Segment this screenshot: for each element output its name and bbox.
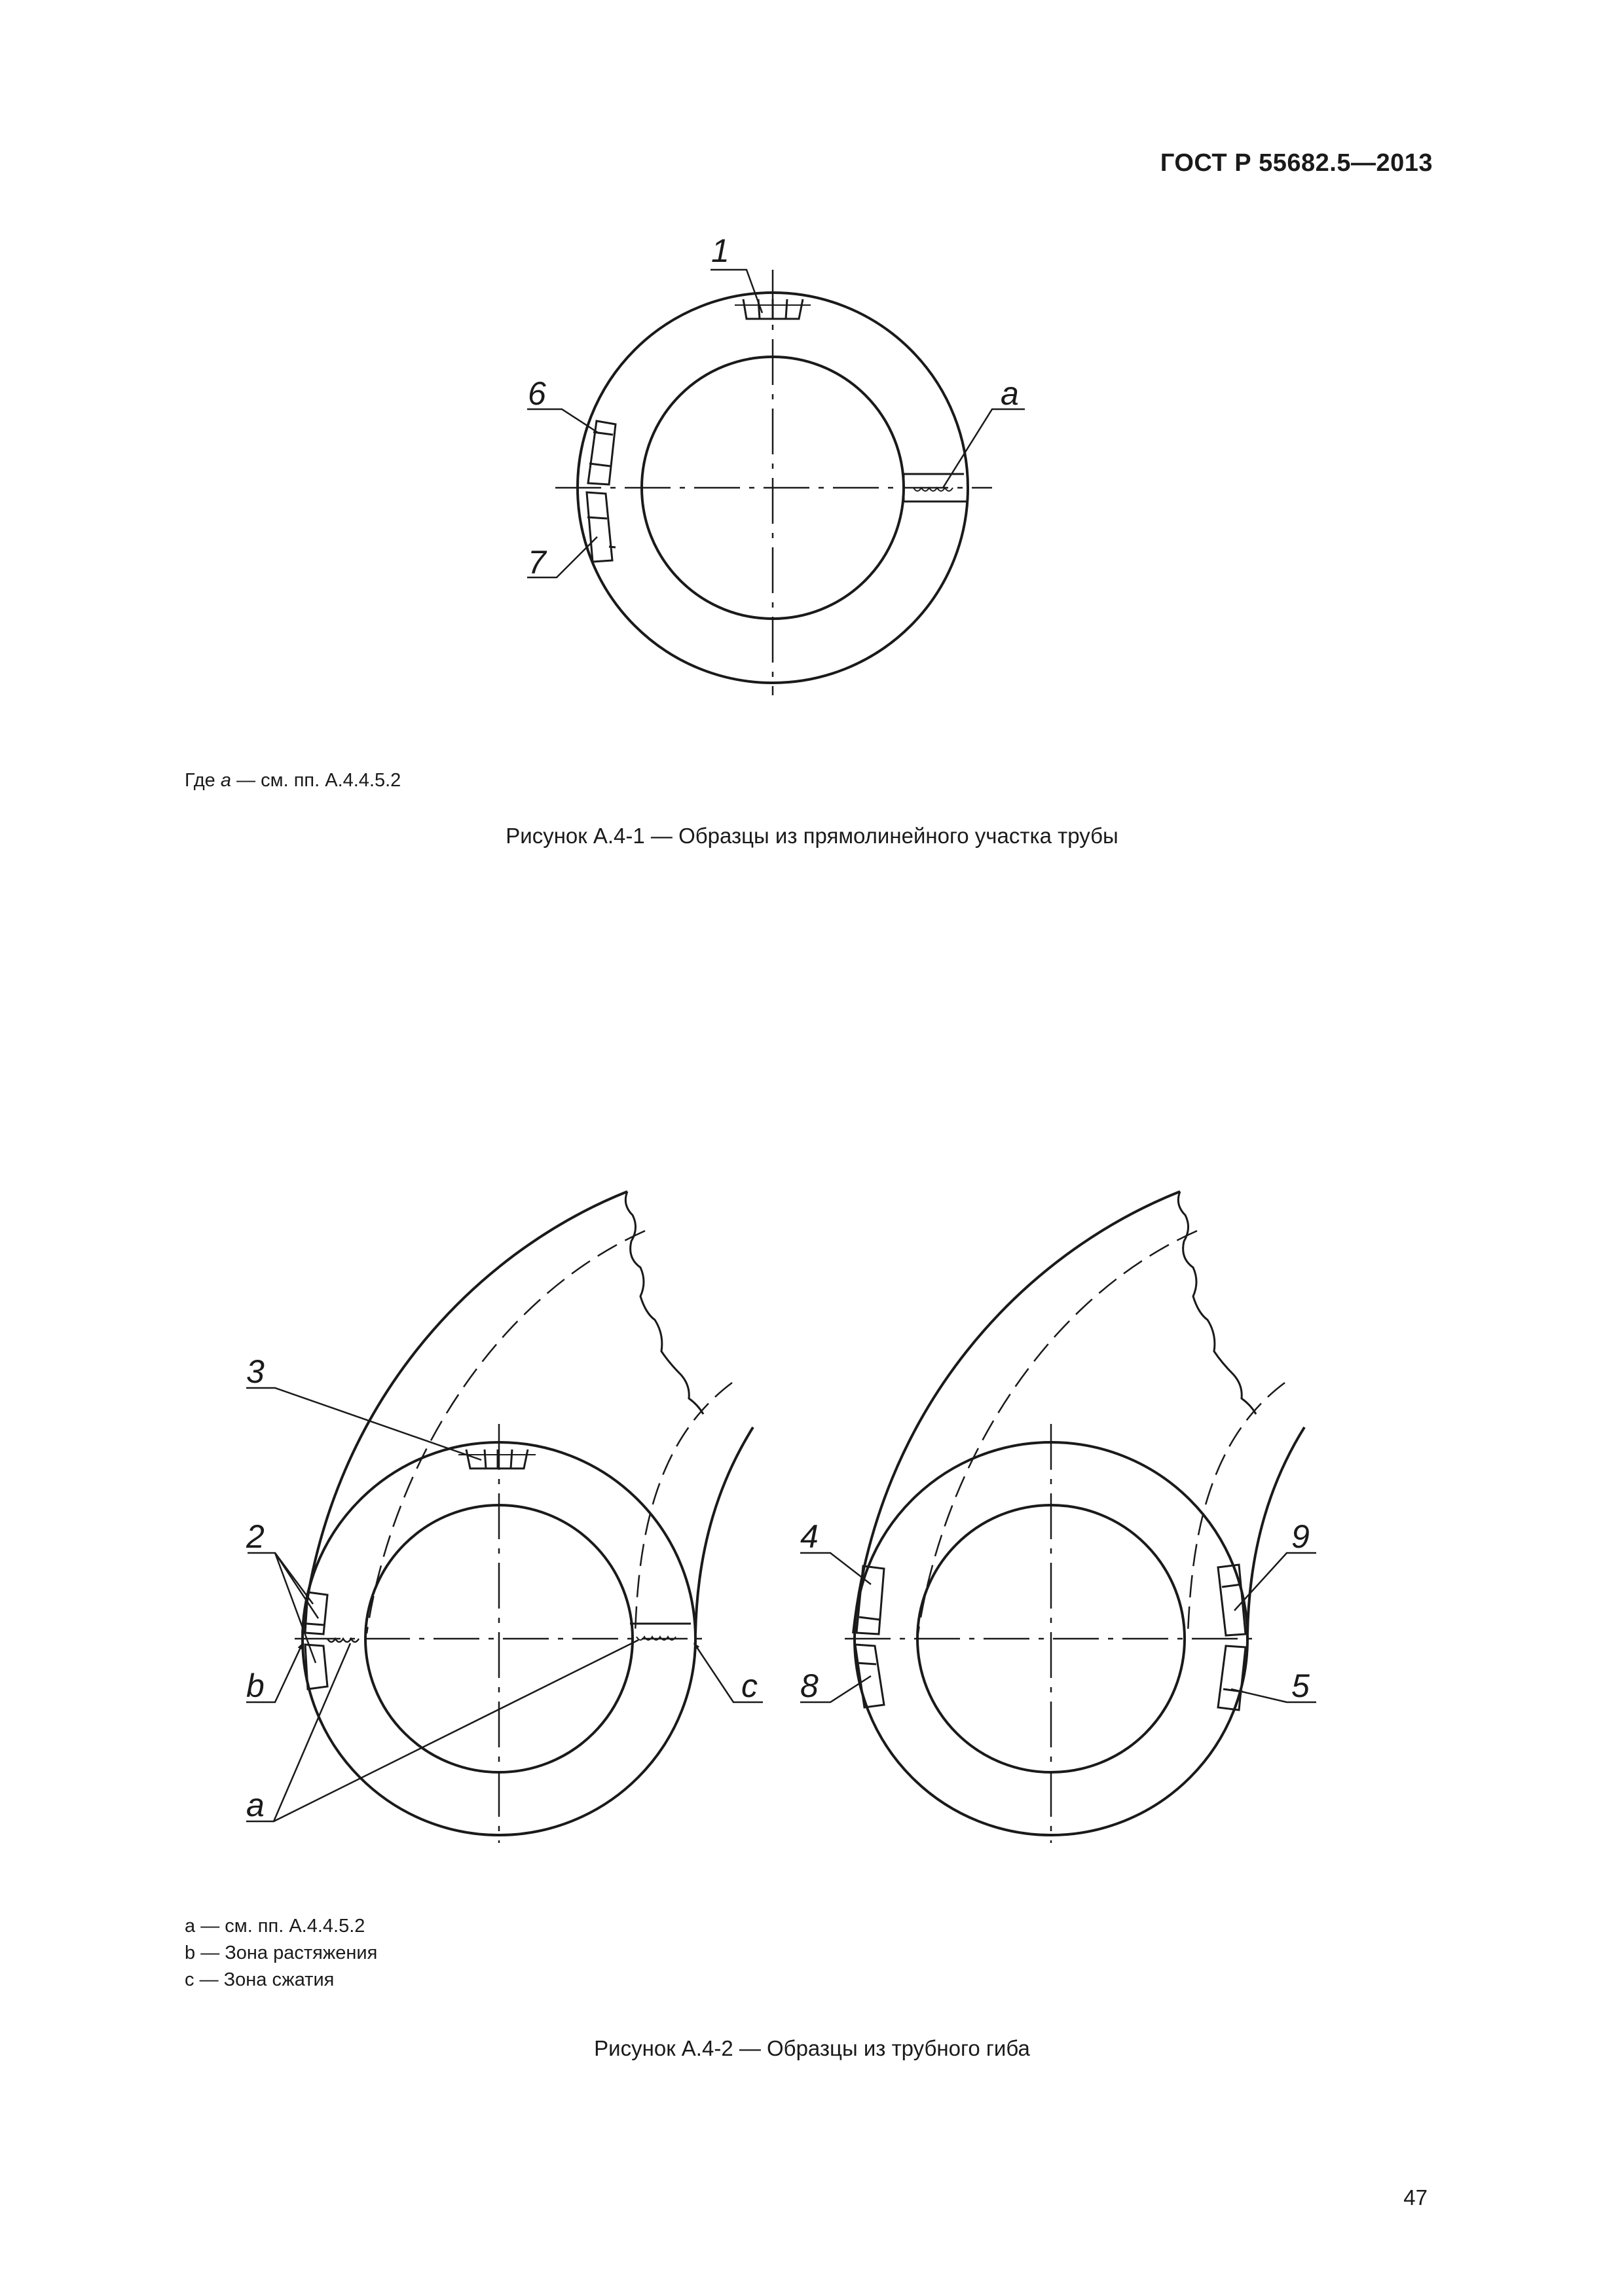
figure-2-right-bend bbox=[800, 1192, 1316, 1843]
document-code: ГОСТ Р 55682.5—2013 bbox=[1160, 149, 1433, 177]
note-variable: a bbox=[220, 770, 232, 791]
legend-item-c bbox=[185, 1967, 377, 1994]
label-9: 9 bbox=[1291, 1518, 1310, 1555]
legend-key: b bbox=[185, 1942, 196, 1963]
specimen-5 bbox=[1218, 1646, 1246, 1710]
specimen-2 bbox=[305, 1592, 327, 1689]
bend-outer-arc bbox=[853, 1192, 1180, 1633]
bend-inner-arc bbox=[695, 1427, 753, 1633]
figure-2-left-bend bbox=[246, 1192, 763, 1843]
label-a: a bbox=[1001, 375, 1019, 412]
label-1: 1 bbox=[711, 232, 729, 269]
specimen-6 bbox=[588, 421, 616, 484]
leader-lines bbox=[527, 270, 1025, 577]
label-8: 8 bbox=[800, 1667, 819, 1704]
legend-text: — см. пп. А.4.4.5.2 bbox=[200, 1916, 365, 1937]
legend-text: — Зона сжатия bbox=[199, 1969, 335, 1990]
specimen-1 bbox=[735, 299, 811, 319]
label-7: 7 bbox=[528, 544, 546, 581]
legend-key: a bbox=[185, 1916, 196, 1937]
legend-text: — Зона растяжения bbox=[200, 1942, 378, 1963]
label-4: 4 bbox=[800, 1518, 819, 1555]
figure-1-caption: Рисунок А.4-1 — Образцы из прямолинейного участка трубы bbox=[506, 824, 1118, 848]
specimen-3 bbox=[458, 1449, 536, 1468]
legend-key: c bbox=[185, 1969, 194, 1990]
bend-dashed-arc-2 bbox=[1188, 1383, 1285, 1633]
bend-dashed-arc-2 bbox=[635, 1383, 732, 1633]
label-b: b bbox=[246, 1667, 265, 1704]
bend-dashed-arc bbox=[918, 1231, 1197, 1633]
weld-right bbox=[630, 1624, 691, 1640]
break-line bbox=[1178, 1192, 1256, 1414]
label-5: 5 bbox=[1291, 1667, 1310, 1704]
label-2: 2 bbox=[246, 1518, 265, 1555]
label-c: c bbox=[741, 1667, 758, 1704]
figure-1-pipe-section bbox=[527, 270, 1025, 695]
bend-outer-arc bbox=[303, 1192, 627, 1633]
specimen-9 bbox=[1218, 1565, 1246, 1635]
note-prefix: Где bbox=[185, 770, 215, 791]
figure-1-note bbox=[185, 767, 401, 793]
note-suffix: — см. пп. А.4.4.5.2 bbox=[236, 770, 401, 791]
legend-item-a bbox=[185, 1913, 377, 1940]
label-3: 3 bbox=[246, 1353, 265, 1390]
page-number: 47 bbox=[1403, 2185, 1428, 2210]
legend-item-b bbox=[185, 1940, 377, 1967]
specimen-7 bbox=[587, 492, 616, 562]
leader-lines bbox=[246, 1388, 763, 1821]
break-line bbox=[625, 1192, 703, 1414]
figure-2-caption: Рисунок А.4-2 — Образцы из трубного гиба bbox=[594, 2036, 1030, 2060]
label-a-bend: a bbox=[246, 1787, 265, 1823]
bend-dashed-arc bbox=[367, 1231, 645, 1633]
leader-lines bbox=[800, 1553, 1316, 1702]
label-6: 6 bbox=[528, 375, 546, 412]
figure-2-legend bbox=[185, 1913, 377, 1994]
